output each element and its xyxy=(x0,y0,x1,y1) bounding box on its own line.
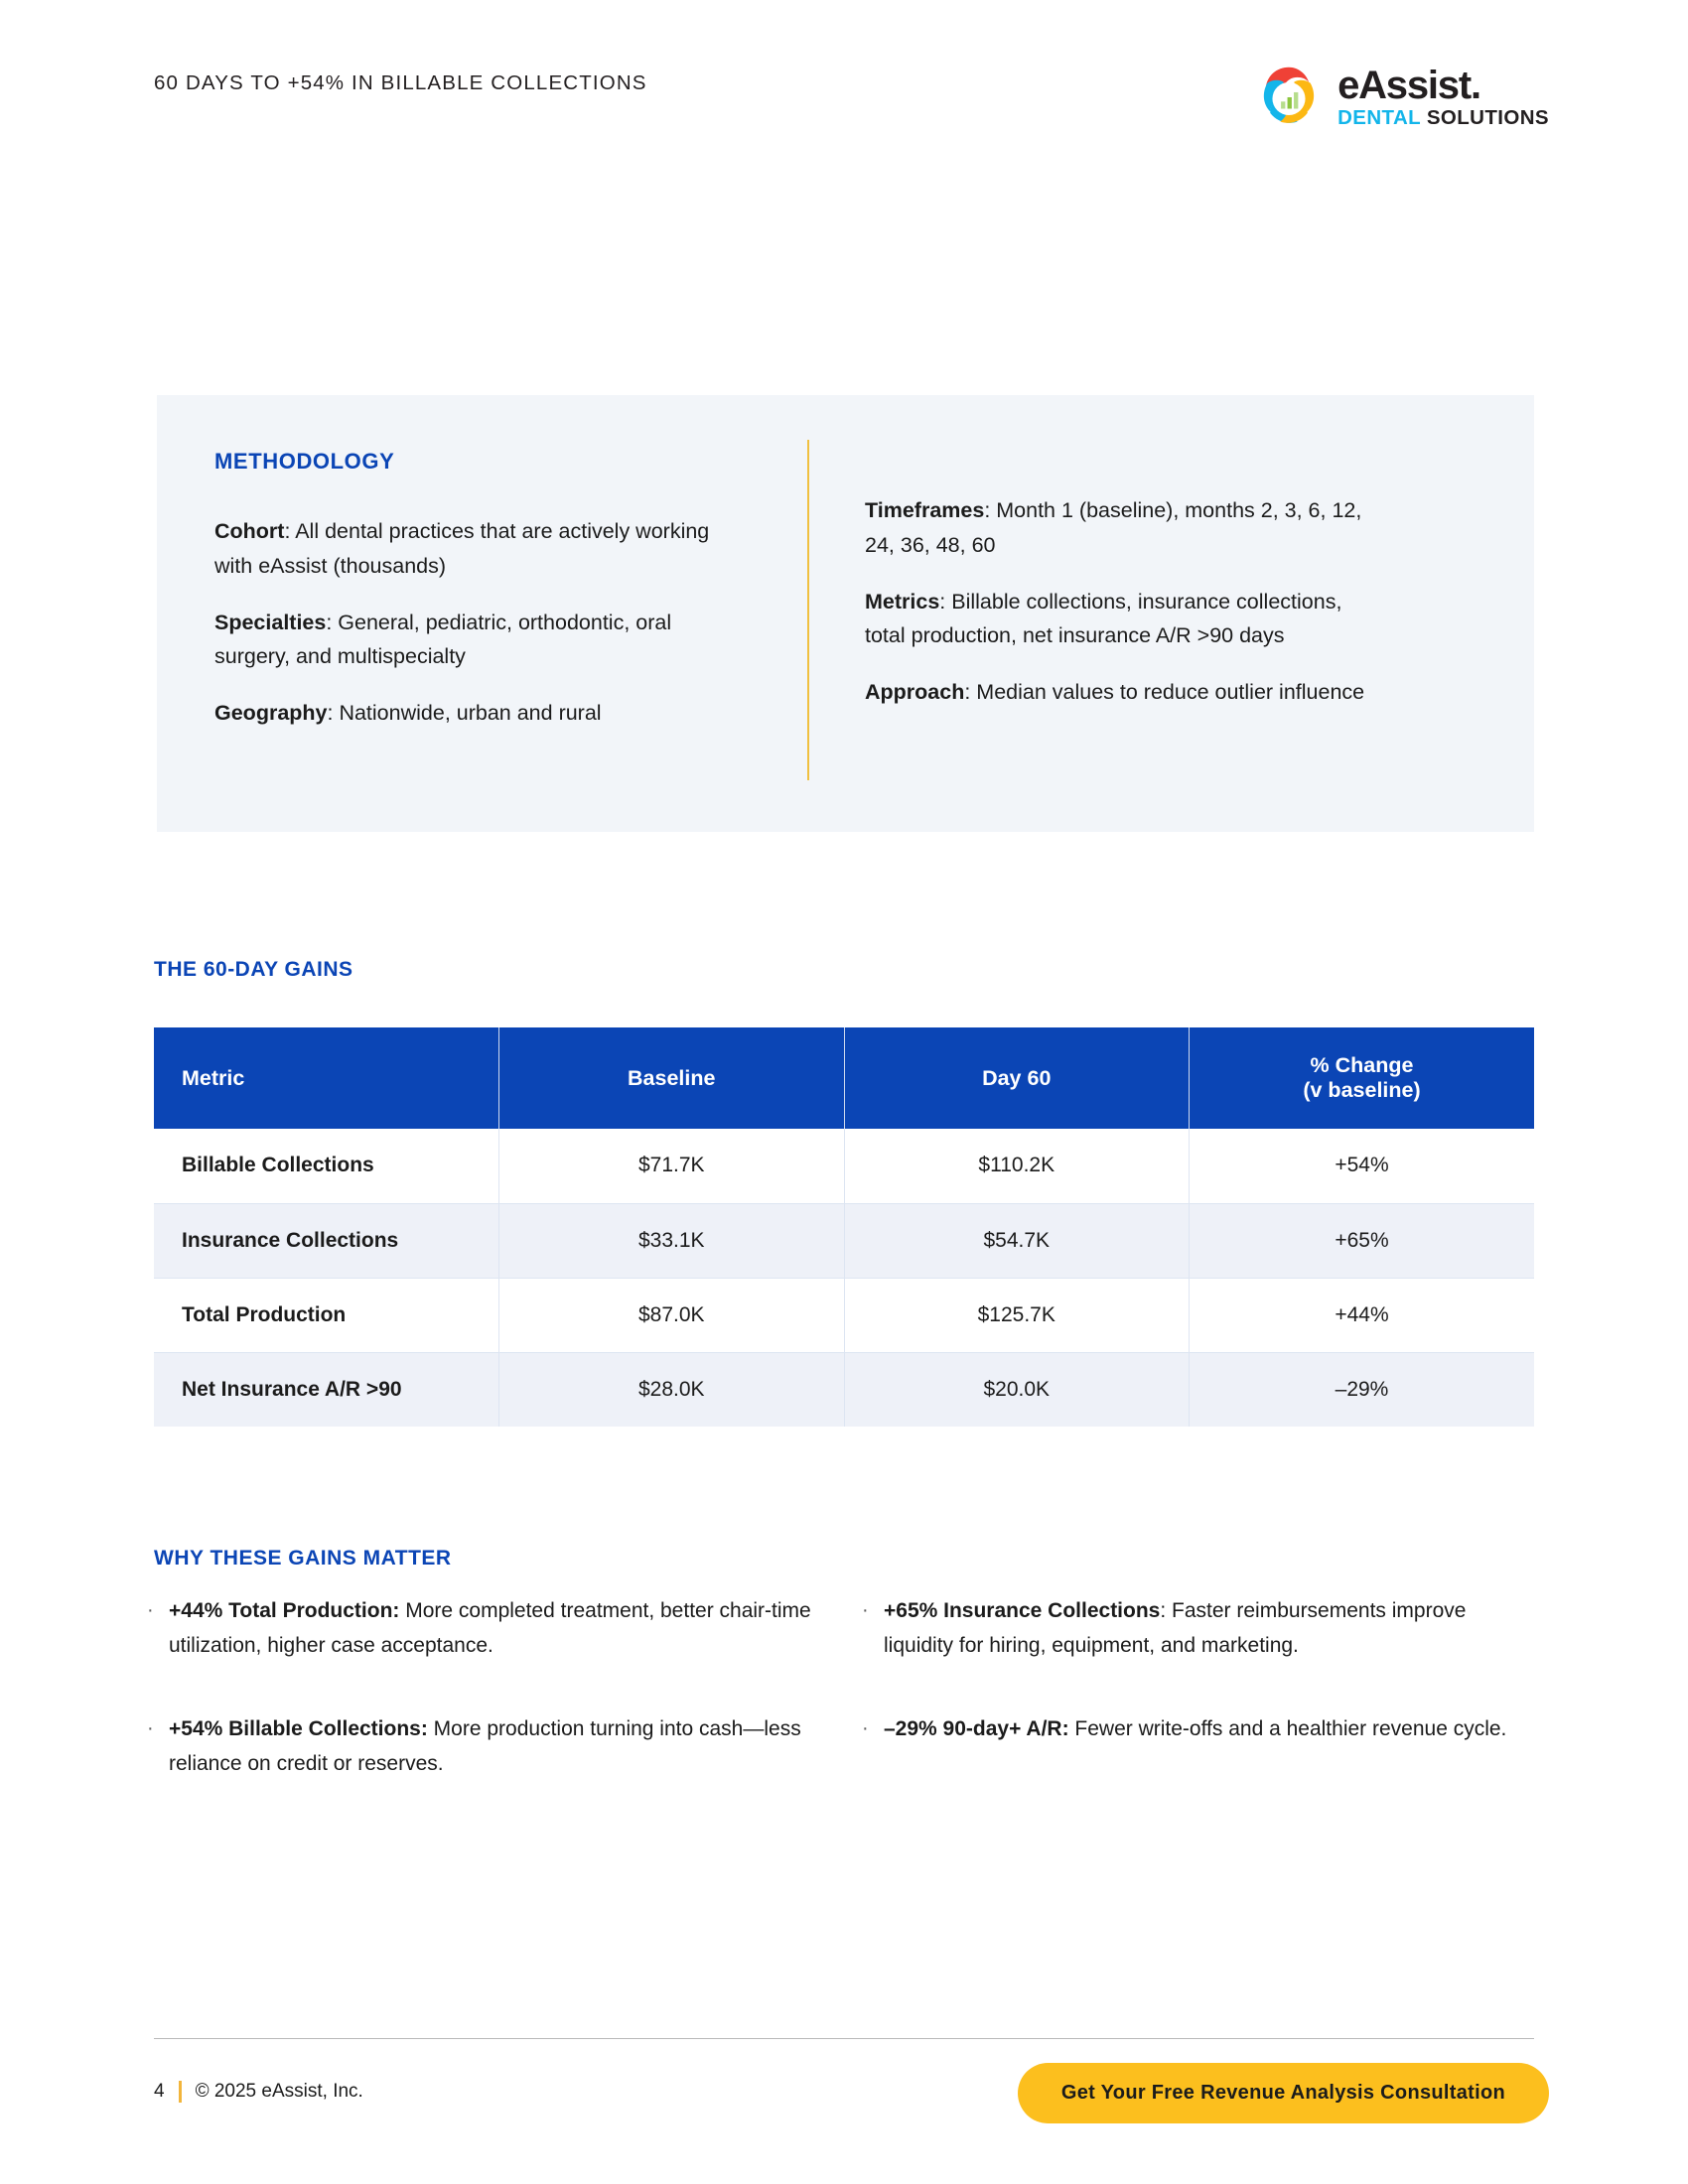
list-item xyxy=(147,1711,822,1782)
logo-tagline xyxy=(1337,107,1549,129)
methodology-item-text: : General, pediatric, orthodontic, oral surgery, and multispecialty xyxy=(214,610,672,669)
column-header-metric xyxy=(154,1027,499,1129)
cell-baseline: $71.7K xyxy=(499,1129,845,1203)
cta-consultation-button[interactable]: Get Your Free Revenue Analysis Consultation xyxy=(1018,2063,1549,2123)
list-item-body: More production turning into cash—less reliance on credit or reserves. xyxy=(169,1716,801,1775)
methodology-title: METHODOLOGY xyxy=(214,449,395,474)
methodology-item-text: : Median values to reduce outlier influence xyxy=(964,680,1365,705)
table-row xyxy=(154,1352,1534,1427)
column-header-baseline xyxy=(499,1027,845,1129)
why-left-column xyxy=(147,1593,822,1781)
cell-day60: $110.2K xyxy=(844,1129,1190,1203)
methodology-item-text: : All dental practices that are actively working with eAssist (thousands) xyxy=(214,519,710,578)
list-item-text xyxy=(169,1593,822,1664)
methodology-item-specialties xyxy=(214,606,751,675)
methodology-item-timeframes xyxy=(865,493,1381,563)
why-right-column xyxy=(862,1593,1537,1781)
logo-wordmark-text: eAssist xyxy=(1337,63,1471,107)
table-row xyxy=(154,1203,1534,1278)
methodology-item-geography xyxy=(214,696,751,731)
table-row xyxy=(154,1278,1534,1352)
bullet-dot-icon: · xyxy=(147,1716,154,1739)
cell-change: –29% xyxy=(1190,1352,1535,1427)
copyright-text: © 2025 eAssist, Inc. xyxy=(195,2081,363,2102)
eassist-trefoil-icon xyxy=(1253,62,1325,133)
cell-baseline: $87.0K xyxy=(499,1278,845,1352)
column-header-percent-change xyxy=(1190,1027,1535,1129)
column-header-label: Day 60 xyxy=(982,1065,1052,1090)
gains-table xyxy=(154,1027,1534,1427)
logo-wordmark xyxy=(1337,63,1549,107)
bullet-dot-icon: · xyxy=(862,1599,869,1621)
list-item-label: +54% Billable Collections: xyxy=(169,1716,428,1740)
table-header-row xyxy=(154,1027,1534,1129)
why-bullets-wrapper xyxy=(147,1593,1537,1781)
cell-baseline: $28.0K xyxy=(499,1352,845,1427)
list-item-body: More completed treatment, better chair-time utilization, higher case acceptance. xyxy=(169,1599,811,1658)
list-item-body: Fewer write-offs and a healthier revenue cycle. xyxy=(1068,1716,1507,1740)
footer-left-block xyxy=(154,2081,363,2103)
methodology-item-approach xyxy=(865,675,1381,710)
footer-bar-divider xyxy=(179,2081,182,2103)
gains-table-body xyxy=(154,1129,1534,1427)
running-header-title: 60 DAYS TO +54% IN BILLABLE COLLECTIONS xyxy=(154,71,647,94)
cell-baseline: $33.1K xyxy=(499,1203,845,1278)
column-header-label: % Change xyxy=(1310,1053,1414,1077)
column-header-label: Baseline xyxy=(628,1065,716,1090)
methodology-item-label: Cohort xyxy=(214,519,285,543)
methodology-item-label: Metrics xyxy=(865,589,940,614)
methodology-item-label: Timeframes xyxy=(865,498,985,522)
column-header-label: Metric xyxy=(182,1065,245,1090)
cell-day60: $54.7K xyxy=(844,1203,1190,1278)
bullet-dot-icon: · xyxy=(862,1716,869,1739)
cell-metric: Insurance Collections xyxy=(154,1203,499,1278)
list-item-text xyxy=(884,1593,1537,1664)
list-item-text xyxy=(169,1711,822,1782)
methodology-item-metrics xyxy=(865,585,1381,654)
cell-metric: Net Insurance A/R >90 xyxy=(154,1352,499,1427)
list-item xyxy=(862,1593,1537,1664)
list-item-label: +44% Total Production: xyxy=(169,1599,400,1622)
eassist-logo xyxy=(1253,62,1549,133)
methodology-item-label: Specialties xyxy=(214,610,327,634)
list-item-label: –29% 90-day+ A/R: xyxy=(884,1716,1069,1740)
page-number: 4 xyxy=(154,2081,165,2102)
cell-change: +44% xyxy=(1190,1278,1535,1352)
list-item-label: +65% Insurance Collections xyxy=(884,1599,1161,1622)
gains-table-header xyxy=(154,1027,1534,1129)
cell-change: +54% xyxy=(1190,1129,1535,1203)
column-header-sublabel: (v baseline) xyxy=(1303,1078,1421,1102)
logo-wordmark-dot: . xyxy=(1470,63,1480,107)
methodology-right-column xyxy=(807,440,1534,780)
logo-tagline-solutions: SOLUTIONS xyxy=(1426,105,1549,129)
cell-metric: Billable Collections xyxy=(154,1129,499,1203)
logo-wordmark-block xyxy=(1337,63,1549,129)
list-item xyxy=(147,1593,822,1664)
list-item-text xyxy=(884,1711,1506,1746)
methodology-item-text: : Billable collections, insurance collections, total production, net insurance A/R >90 days xyxy=(865,589,1342,648)
methodology-item-text: : Month 1 (baseline), months 2, 3, 6, 12, 24, 36, 48, 60 xyxy=(865,498,1362,557)
why-section-heading: WHY THESE GAINS MATTER xyxy=(154,1547,452,1570)
column-header-day60 xyxy=(844,1027,1190,1129)
gains-section-heading: THE 60-DAY GAINS xyxy=(154,958,353,981)
methodology-item-cohort xyxy=(214,514,751,584)
methodology-left-column xyxy=(157,395,807,832)
list-item xyxy=(862,1711,1537,1746)
list-item-body: : Faster reimbursements improve liquidity for hiring, equipment, and marketing. xyxy=(884,1599,1467,1658)
cell-change: +65% xyxy=(1190,1203,1535,1278)
methodology-panel xyxy=(157,395,1534,832)
logo-tagline-dental: DENTAL xyxy=(1337,105,1421,129)
methodology-item-label: Geography xyxy=(214,701,328,726)
methodology-item-label: Approach xyxy=(865,680,965,705)
cell-day60: $20.0K xyxy=(844,1352,1190,1427)
cell-day60: $125.7K xyxy=(844,1278,1190,1352)
methodology-item-text: : Nationwide, urban and rural xyxy=(327,701,602,726)
table-row xyxy=(154,1129,1534,1203)
methodology-panel-inner xyxy=(157,395,1534,832)
cell-metric: Total Production xyxy=(154,1278,499,1352)
footer-divider xyxy=(154,2038,1534,2039)
bullet-dot-icon: · xyxy=(147,1599,154,1621)
